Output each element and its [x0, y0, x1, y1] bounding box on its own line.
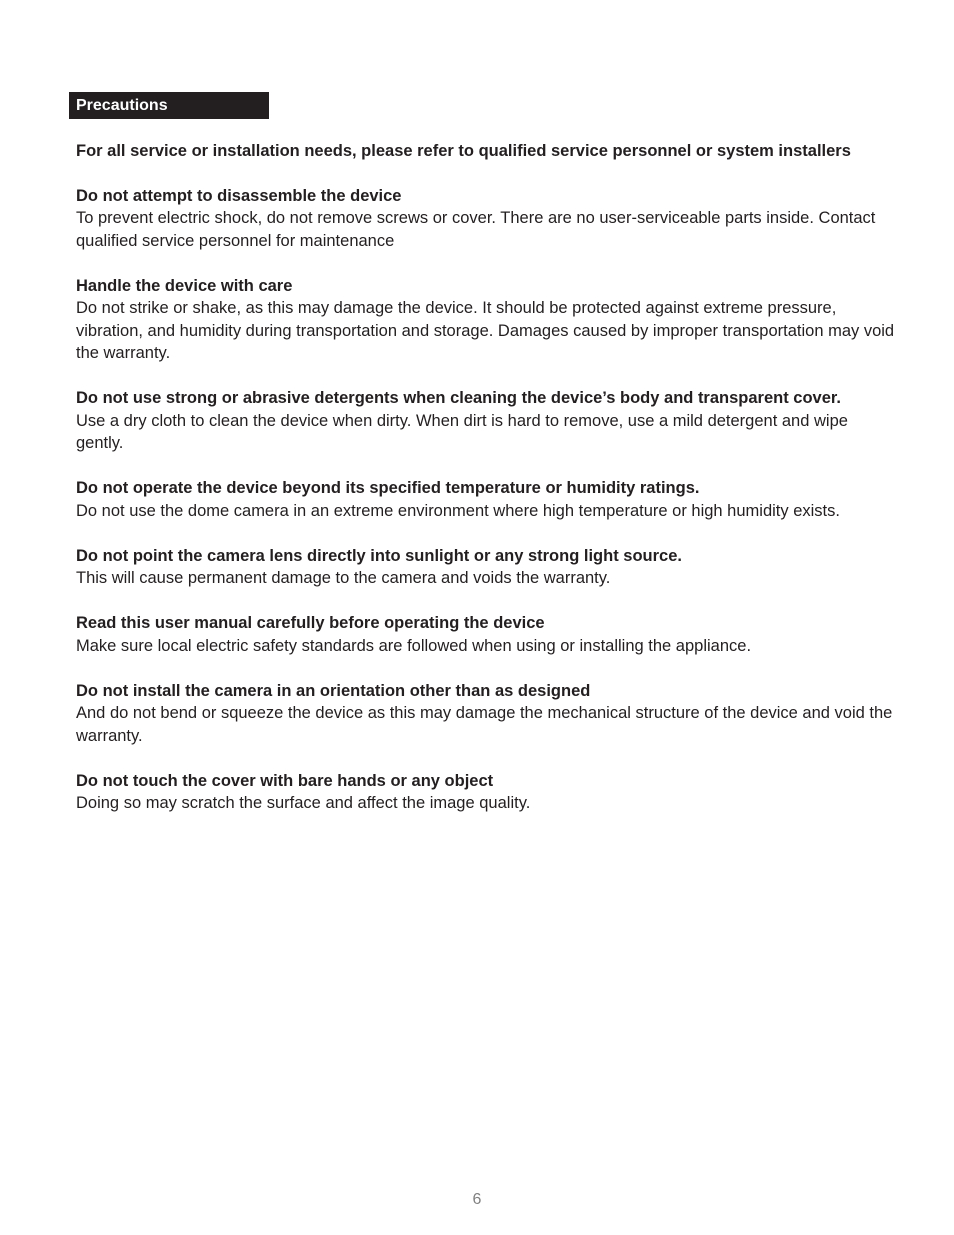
precaution-text: Make sure local electric safety standards are followed when using or installing the appliance. — [76, 636, 752, 655]
precaution-title: Do not touch the cover with bare hands or any object — [76, 771, 494, 790]
precaution-text: This will cause permanent damage to the camera and voids the warranty. — [76, 569, 611, 587]
precaution-title: Do not use strong or abrasive detergents when cleaning the device’s body and transparent cover. — [76, 389, 842, 407]
precaution-text: Use a dry cloth to clean the device when dirty. When dirt is hard to remove, use a mild detergent and wipe gently. — [76, 411, 848, 452]
precautions-content — [76, 140, 896, 837]
section-header — [69, 92, 269, 119]
precaution-text: And do not bend or squeeze the device as this may damage the mechanical structure of the device and void the warranty. — [76, 704, 893, 745]
intro-statement: For all service or installation needs, please refer to qualified service personnel or system installers — [76, 142, 851, 160]
precaution-item — [76, 275, 896, 365]
precaution-title: Read this user manual carefully before operating the device — [76, 614, 545, 632]
page-number: 6 — [472, 1191, 482, 1208]
precaution-item — [76, 545, 896, 590]
precaution-item — [76, 477, 896, 522]
precaution-item — [76, 680, 896, 748]
precaution-title: Do not operate the device beyond its specified temperature or humidity ratings. — [76, 479, 700, 497]
precaution-item — [76, 185, 896, 253]
section-title: Precautions — [76, 97, 168, 114]
precaution-text: Do not strike or shake, as this may damage the device. It should be protected against extreme pressure, vibration, and humidity during transportation and storage. Damages caused by improper transportation may void the warranty. — [76, 299, 895, 362]
precaution-text: Do not use the dome camera in an extreme environment where high temperature or high humidity exists. — [76, 501, 840, 520]
precaution-item — [76, 612, 896, 657]
precaution-item — [76, 770, 896, 815]
precaution-item — [76, 387, 896, 455]
precaution-text: To prevent electric shock, do not remove screws or cover. There are no user-serviceable parts inside. Contact qualified service personnel for maintenance — [76, 209, 876, 250]
precaution-title: Do not attempt to disassemble the device — [76, 186, 402, 205]
precaution-title: Handle the device with care — [76, 276, 293, 295]
precaution-title: Do not install the camera in an orientation other than as designed — [76, 681, 591, 700]
precaution-title: Do not point the camera lens directly into sunlight or any strong light source. — [76, 546, 682, 565]
precaution-text: Doing so may scratch the surface and affect the image quality. — [76, 794, 531, 812]
